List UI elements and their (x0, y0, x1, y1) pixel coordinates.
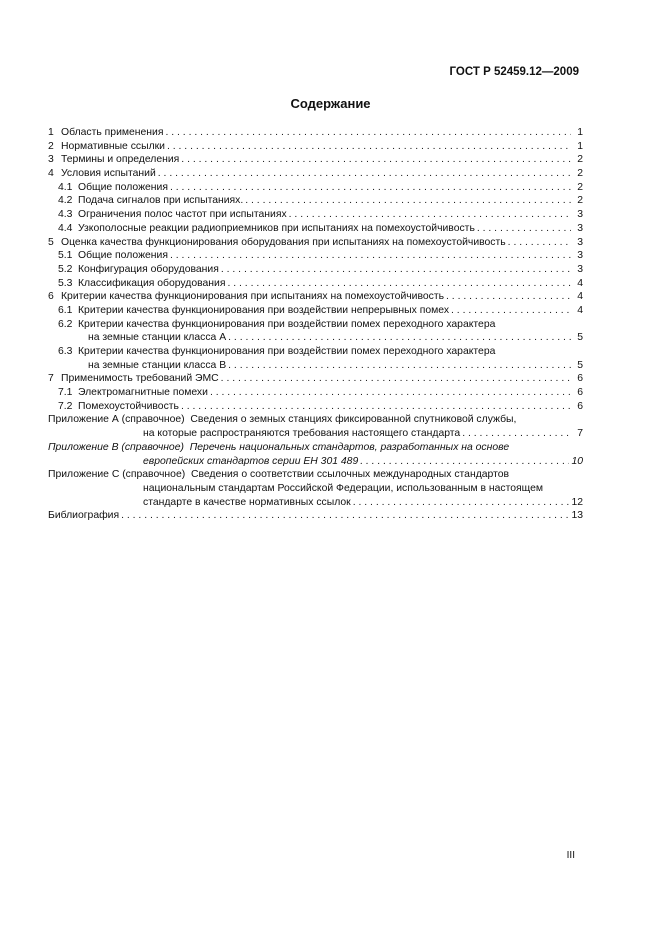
toc-entry-title: Подача сигналов при испытаниях. (78, 195, 244, 207)
toc-entry-7-2[interactable] (48, 400, 583, 414)
appendix-title-continued: европейских стандартов серии ЕН 301 489 (143, 455, 359, 467)
toc-appendix-b[interactable] (48, 441, 583, 468)
toc-entry-title: Термины и определения (61, 154, 180, 166)
toc-entry-title: Классификация оборудования (78, 277, 226, 289)
toc-entry-1[interactable] (48, 126, 583, 140)
dot-leader (353, 496, 570, 510)
toc-entry-7-1[interactable] (48, 386, 583, 400)
toc-entry-number: 5.1 (58, 250, 73, 262)
dot-leader (221, 372, 571, 386)
toc-entry-title: Электромагнитные помехи (78, 387, 208, 399)
toc-entry-page: 5 (577, 359, 583, 371)
toc-entry-number: 6.1 (58, 304, 73, 316)
toc-entry-5-3[interactable] (48, 277, 583, 291)
dot-leader (462, 427, 571, 441)
dot-leader (170, 249, 571, 263)
dot-leader (451, 304, 571, 318)
toc-entry-page: 5 (577, 332, 583, 344)
toc-entry-4-4[interactable] (48, 222, 583, 236)
toc-entry-6-3[interactable] (48, 345, 583, 372)
toc-entry-7[interactable] (48, 372, 583, 386)
appendix-label: Приложение С (справочное) (48, 469, 186, 481)
toc-entry-number: 3 (48, 154, 54, 166)
toc-entry-number: 6 (48, 291, 54, 303)
toc-entry-page: 1 (577, 140, 583, 152)
dot-leader (360, 455, 569, 469)
dot-leader (221, 263, 571, 277)
toc-entry-title: Оценка качества функционирования оборудования при испытаниях на помехоустойчивость (61, 236, 506, 248)
toc-entry-title: Помехоустойчивость (78, 400, 179, 412)
toc-entry-page: 10 (571, 455, 583, 467)
toc-entry-5-2[interactable] (48, 263, 583, 277)
toc-entry-3[interactable] (48, 153, 583, 167)
toc-entry-page: 3 (577, 250, 583, 262)
toc-bibliography[interactable] (48, 509, 583, 523)
toc-entry-number: 6.3 (58, 346, 73, 357)
toc-entry-page: 4 (577, 291, 583, 303)
toc-entry-title: Общие положения (78, 250, 168, 262)
toc-entry-title-continued: на земные станции класса А (88, 332, 227, 344)
toc-entry-6[interactable] (48, 290, 583, 304)
toc-entry-page: 4 (577, 277, 583, 289)
table-of-contents (48, 126, 583, 523)
toc-entry-number: 7.2 (58, 400, 73, 412)
toc-entry-page: 6 (577, 387, 583, 399)
toc-appendix-a[interactable] (48, 413, 583, 440)
dot-leader (158, 167, 571, 181)
document-code: ГОСТ Р 52459.12—2009 (449, 66, 579, 78)
dot-leader (167, 140, 571, 154)
toc-entry-4-3[interactable] (48, 208, 583, 222)
toc-entry-title-continued: на земные станции класса В (88, 359, 227, 371)
toc-entry-number: 7 (48, 373, 54, 385)
toc-entry-page: 7 (577, 428, 583, 440)
toc-entry-page: 3 (577, 222, 583, 234)
toc-entry-title: Условия испытаний (61, 168, 156, 180)
toc-entry-5-1[interactable] (48, 249, 583, 263)
dot-leader (245, 194, 571, 208)
appendix-title-continued: на которые распространяются требования настоящего стандарта (143, 428, 461, 440)
toc-entry-4-1[interactable] (48, 181, 583, 195)
toc-entry-title: Область применения (61, 127, 164, 138)
appendix-title-continued: национальным стандартам Российской Федерации, использованным в настоящем (143, 482, 543, 494)
dot-leader (446, 290, 571, 304)
toc-entry-title: Нормативные ссылки (61, 140, 165, 152)
toc-entry-number: 5.2 (58, 263, 73, 275)
toc-entry-4[interactable] (48, 167, 583, 181)
toc-entry-page: 2 (577, 154, 583, 166)
dot-leader (210, 386, 571, 400)
toc-entry-number: 4.3 (58, 209, 73, 221)
toc-entry-title: Критерии качества функционирования при воздействии непрерывных помех (78, 304, 450, 316)
toc-entry-title: Критерии качества функционирования при воздействии помех переходного характера (78, 346, 496, 357)
dot-leader (477, 222, 571, 236)
toc-entry-page: 13 (571, 510, 583, 522)
dot-leader (228, 331, 571, 345)
toc-entry-title: Конфигурация оборудования (78, 263, 219, 275)
toc-entry-page: 6 (577, 400, 583, 412)
appendix-title: Сведения о соответствии ссылочных международных стандартов (190, 469, 510, 481)
dot-leader (121, 509, 569, 523)
dot-leader (289, 208, 571, 222)
toc-entry-page: 2 (577, 168, 583, 180)
toc-entry-number: 4.1 (58, 181, 73, 193)
toc-entry-page: 3 (577, 263, 583, 275)
appendix-title: Сведения о земных станциях фиксированной спутниковой службы, (190, 414, 517, 426)
toc-entry-6-2[interactable] (48, 318, 583, 345)
toc-entry-title: Библиография (48, 510, 120, 522)
toc-entry-number: 4.4 (58, 222, 73, 234)
toc-entry-page: 6 (577, 373, 583, 385)
page-title: Содержание (290, 96, 371, 111)
toc-entry-number: 2 (48, 140, 54, 152)
toc-entry-page: 4 (577, 304, 583, 316)
toc-entry-number: 7.1 (58, 387, 73, 399)
toc-entry-number: 6.2 (58, 318, 73, 330)
dot-leader (181, 153, 571, 167)
toc-entry-title: Ограничения полос частот при испытаниях (78, 209, 287, 221)
toc-entry-number: 1 (48, 127, 54, 138)
toc-entry-title: Общие положения (78, 181, 168, 193)
appendix-title-continued: стандарте в качестве нормативных ссылок (143, 496, 351, 508)
appendix-label: Приложение В (справочное) (48, 441, 184, 453)
toc-entry-number: 4 (48, 168, 54, 180)
toc-entry-title: Критерии качества функционирования при испытаниях на помехоустойчивость (61, 291, 445, 303)
dot-leader (508, 236, 571, 250)
toc-entry-number: 5 (48, 236, 54, 248)
page-folio: III (566, 850, 575, 861)
dot-leader (181, 400, 571, 414)
toc-entry-page: 12 (571, 496, 583, 508)
toc-entry-page: 3 (577, 236, 583, 248)
toc-entry-page: 2 (577, 181, 583, 193)
appendix-label: Приложение А (справочное) (48, 414, 185, 426)
toc-entry-title: Применимость требований ЭМС (61, 373, 219, 385)
toc-entry-5[interactable] (48, 236, 583, 250)
dot-leader (165, 126, 571, 140)
toc-entry-number: 4.2 (58, 195, 73, 207)
dot-leader (170, 181, 571, 195)
dot-leader (227, 277, 571, 291)
toc-entry-page: 1 (577, 127, 583, 138)
toc-entry-4-2[interactable] (48, 194, 583, 208)
toc-appendix-c[interactable] (48, 468, 583, 509)
toc-entry-number: 5.3 (58, 277, 73, 289)
toc-entry-2[interactable] (48, 140, 583, 154)
dot-leader (228, 359, 571, 373)
toc-entry-title: Узкополосные реакции радиоприемников при испытаниях на помехоустойчивость (78, 222, 475, 234)
toc-entry-title: Критерии качества функционирования при воздействии помех переходного характера (78, 318, 496, 330)
appendix-title: Перечень национальных стандартов, разработанных на основе (189, 441, 510, 453)
toc-entry-page: 3 (577, 209, 583, 221)
toc-entry-page: 2 (577, 195, 583, 207)
toc-entry-6-1[interactable] (48, 304, 583, 318)
